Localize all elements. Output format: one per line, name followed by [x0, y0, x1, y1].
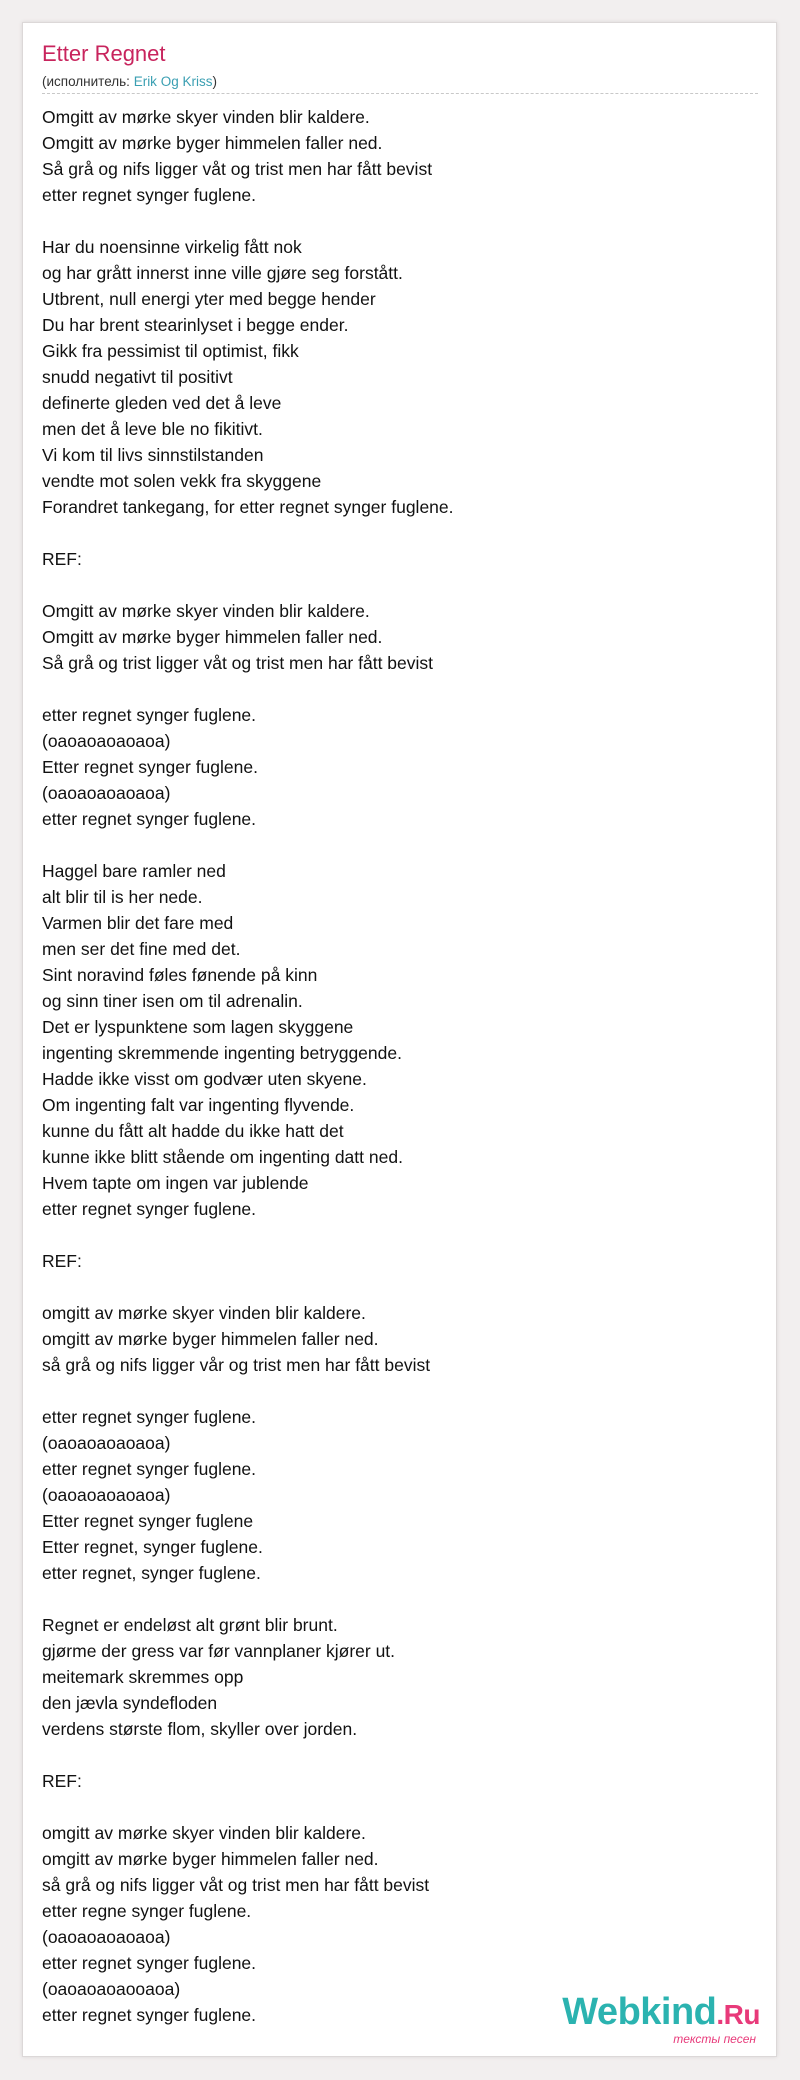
lyrics-line: etter regnet synger fuglene. [42, 2005, 257, 2025]
lyrics-line: REF: [42, 549, 82, 569]
lyrics-blank-line [42, 1378, 758, 1404]
lyrics-blank-line [42, 1222, 758, 1248]
lyrics-line: Om ingenting falt var ingenting flyvende. [42, 1095, 355, 1115]
lyrics-line: Varmen blir det fare med [42, 913, 234, 933]
lyrics-line: Omgitt av mørke byger himmelen faller ned. [42, 627, 383, 647]
lyrics-line: den jævla syndefloden [42, 1693, 218, 1713]
lyrics-line: Etter regnet synger fuglene [42, 1511, 254, 1531]
lyrics-line: Etter regnet, synger fuglene. [42, 1537, 263, 1557]
lyrics-line: Omgitt av mørke skyer vinden blir kaldere. [42, 601, 370, 621]
lyrics-line: etter regnet synger fuglene. [42, 809, 257, 829]
lyrics-line: Det er lyspunktene som lagen skyggene [42, 1017, 354, 1037]
lyrics-blank-line [42, 520, 758, 546]
lyrics-line: (oaoaoaoaoaoa) [42, 1433, 171, 1453]
lyrics-line: Du har brent stearinlyset i begge ender. [42, 315, 349, 335]
lyrics-line: Vi kom til livs sinnstilstanden [42, 445, 264, 465]
lyrics-line: Har du noensinne virkelig fått nok [42, 237, 302, 257]
lyrics-line: Gikk fra pessimist til optimist, fikk [42, 341, 299, 361]
lyrics-line: så grå og nifs ligger våt og trist men har fått bevist [42, 1875, 430, 1895]
lyrics-line: omgitt av mørke skyer vinden blir kaldere. [42, 1303, 366, 1323]
logo-wordmark [562, 1993, 760, 2034]
performer-prefix: (исполнитель: [42, 74, 134, 89]
lyrics-text [42, 104, 758, 2028]
lyrics-line: etter regnet synger fuglene. [42, 1407, 257, 1427]
lyrics-line: Forandret tankegang, for etter regnet synger fuglene. [42, 497, 454, 517]
lyrics-card [22, 22, 777, 2057]
lyrics-line: (oaoaoaoaoaoa) [42, 1927, 171, 1947]
performer-suffix: ) [212, 74, 217, 89]
lyrics-line: Omgitt av mørke skyer vinden blir kaldere. [42, 107, 370, 127]
lyrics-line: etter regnet synger fuglene. [42, 705, 257, 725]
lyrics-line: kunne ikke blitt stående om ingenting datt ned. [42, 1147, 403, 1167]
lyrics-line: snudd negativt til positivt [42, 367, 233, 387]
lyrics-blank-line [42, 572, 758, 598]
lyrics-blank-line [42, 208, 758, 234]
lyrics-line: Hadde ikke visst om godvær uten skyene. [42, 1069, 367, 1089]
lyrics-line: etter regnet, synger fuglene. [42, 1563, 261, 1583]
lyrics-line: REF: [42, 1251, 82, 1271]
lyrics-line: verdens største flom, skyller over jorden. [42, 1719, 358, 1739]
lyrics-blank-line [42, 676, 758, 702]
lyrics-line: etter regnet synger fuglene. [42, 1459, 257, 1479]
lyrics-line: Regnet er endeløst alt grønt blir brunt. [42, 1615, 338, 1635]
logo-tagline: тексты песен [673, 2032, 756, 2046]
lyrics-line: Utbrent, null energi yter med begge hender [42, 289, 376, 309]
lyrics-line: og sinn tiner isen om til adrenalin. [42, 991, 303, 1011]
song-title: Etter Regnet [42, 41, 166, 66]
lyrics-line: gjørme der gress var før vannplaner kjører ut. [42, 1641, 396, 1661]
lyrics-line: definerte gleden ved det å leve [42, 393, 282, 413]
lyrics-line: (oaoaoaoaoaoa) [42, 1485, 171, 1505]
lyrics-blank-line [42, 832, 758, 858]
lyrics-line: ingenting skremmende ingenting betryggende. [42, 1043, 402, 1063]
lyrics-line: REF: [42, 1771, 82, 1791]
lyrics-line: (oaoaoaoaooaoa) [42, 1979, 181, 1999]
lyrics-line: omgitt av mørke byger himmelen faller ned. [42, 1849, 379, 1869]
lyrics-line: omgitt av mørke skyer vinden blir kaldere. [42, 1823, 366, 1843]
lyrics-line: Haggel bare ramler ned [42, 861, 226, 881]
lyrics-line: Omgitt av mørke byger himmelen faller ned. [42, 133, 383, 153]
lyrics-line: så grå og nifs ligger vår og trist men har fått bevist [42, 1355, 431, 1375]
lyrics-line: men det å leve ble no fikitivt. [42, 419, 263, 439]
lyrics-line: Sint noravind føles fønende på kinn [42, 965, 318, 985]
lyrics-line: etter regnet synger fuglene. [42, 1953, 257, 1973]
lyrics-line: etter regne synger fuglene. [42, 1901, 252, 1921]
lyrics-line: Hvem tapte om ingen var jublende [42, 1173, 309, 1193]
lyrics-line: vendte mot solen vekk fra skyggene [42, 471, 322, 491]
lyrics-line: etter regnet synger fuglene. [42, 1199, 257, 1219]
site-logo[interactable] [562, 1993, 760, 2046]
lyrics-line: kunne du fått alt hadde du ikke hatt det [42, 1121, 344, 1141]
lyrics-blank-line [42, 1586, 758, 1612]
logo-name: Webkind [562, 1991, 717, 2033]
lyrics-blank-line [42, 1274, 758, 1300]
lyrics-line: meitemark skremmes opp [42, 1667, 244, 1687]
logo-tld: .Ru [716, 1999, 760, 2030]
performer-line [42, 73, 217, 91]
lyrics-line: (oaoaoaoaoaoa) [42, 731, 171, 751]
divider [42, 93, 758, 94]
lyrics-line: omgitt av mørke byger himmelen faller ned. [42, 1329, 379, 1349]
lyrics-line: alt blir til is her nede. [42, 887, 203, 907]
lyrics-blank-line [42, 1794, 758, 1820]
lyrics-line: og har grått innerst inne ville gjøre seg forstått. [42, 263, 403, 283]
lyrics-blank-line [42, 1742, 758, 1768]
lyrics-line: etter regnet synger fuglene. [42, 185, 257, 205]
lyrics-line: men ser det fine med det. [42, 939, 241, 959]
lyrics-line: Så grå og nifs ligger våt og trist men har fått bevist [42, 159, 433, 179]
lyrics-line: Så grå og trist ligger våt og trist men har fått bevist [42, 653, 434, 673]
lyrics-line: (oaoaoaoaoaoa) [42, 783, 171, 803]
lyrics-line: Etter regnet synger fuglene. [42, 757, 258, 777]
performer-link[interactable]: Erik Og Kriss [133, 74, 213, 89]
